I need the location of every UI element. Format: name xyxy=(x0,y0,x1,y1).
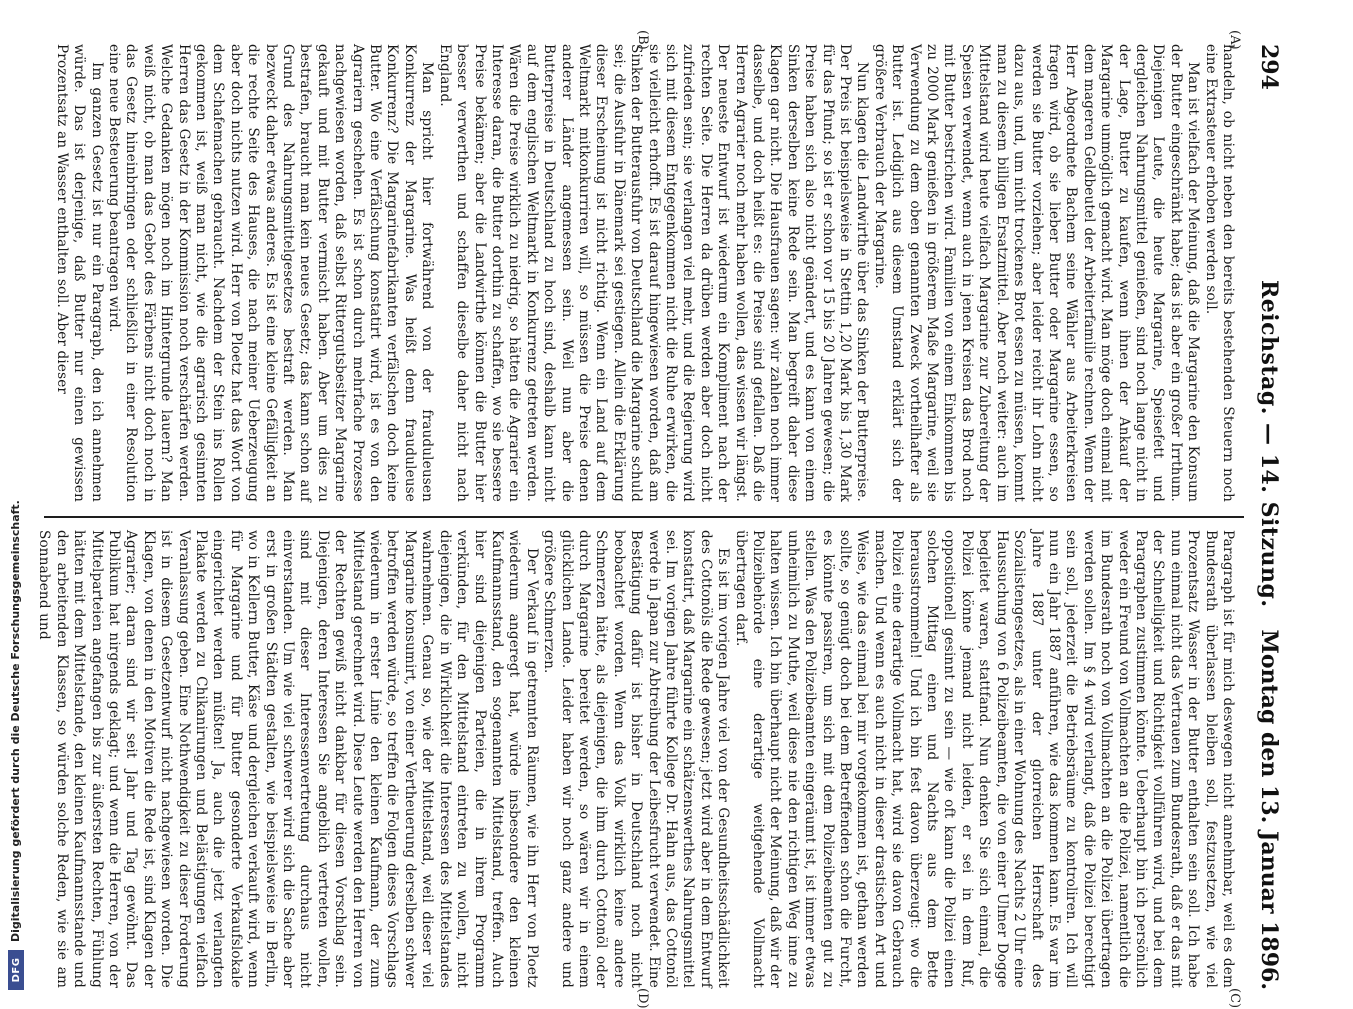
paragraph: Es ist im vorigen Jahre viel von der Gesundheitsschädlichkeit des Cottonöls die Rede gewesen; jetzt wird aber in dem Entwurf konstatirt, daß Margarine ein schätzenswerthes Nahrungsmittel sei. Im vorigen Jahre führte Kollege Dr. Hahn aus, das Cottonöl werde in Japan zur Abtreibung der Leibesfrucht verwendet. Eine Bestätigung dafür ist bisher in Deutschland noch nicht beobachtet worden. Wenn das Volk wirklich keine andere Schmerzen hätte, als diejenigen, die ihm durch Cottonöl oder durch Margarine bereitet werden, so wären wir in einem glücklichen Lande. Leider haben wir noch ganz andere und größere Schmerzen. xyxy=(541,530,732,988)
page-number: 294 xyxy=(1256,44,1282,90)
margin-marker-b: (B) xyxy=(635,30,650,50)
left-text-column xyxy=(46,44,1236,502)
paragraph: handeln, ob nicht neben den bereits bestehenden Steuern noch eine Extrasteuer erhoben werden soll. xyxy=(1202,44,1236,502)
credit-text: Digitalisierung gefördert durch die Deutsche Forschungsgemeinschaft. xyxy=(9,500,22,942)
digitization-credit xyxy=(8,500,24,990)
session-date: Montag den 13. Januar 1896. xyxy=(1256,629,1282,990)
margin-marker-a: (A) xyxy=(1227,30,1242,50)
page-header xyxy=(1246,30,1290,1000)
dfg-logo: DFG xyxy=(8,950,24,990)
paragraph: Im ganzen Gesetz ist nur ein Paragraph, den ich annehmen würde. Das ist derjenige, daß Butter nur einen gewissen Prozentsatz an Wasser enthalten soll. Aber dieser xyxy=(53,44,105,502)
paragraph: Paragraph ist für mich deswegen nicht annehmbar, weil es dem Bundesrath überlassen bleiben soll, festzusetzen, wie viel Prozentsatz Wasser in der Butter enthalten sein soll. Ich habe nun einmal nicht das Vertrauen zum Bundesrath, daß er das mit der Schnelligkeit und Richtigkeit vollführen wird, und bei dem Paragraphen zustimmen könnte. Ueberhaupt bin ich persönlich weder ein Freund von Vollmachten an die Polizei, namentlich die im Bundesrath noch von Vollmachten an die Polizei übertragen werden sollen. Im § 4 wird verlangt, daß die Polizei berechtigt sein soll, jederzeit die Betriebsräume zu kontroliren. Ich will nun ein Jahr 1887 anführen, wie das kommen kann. Es war im Jahre 1887 unter der glorreichen Herrschaft des Sozialistengesetzes, als in einer Wohnung des Nachts 2 Uhr eine Haussuchung von 6 Polizeibeamten, die von einer Ulmer Dogge begleitet waren, stattfand. Nun denken Sie sich einmal, die Polizei könne jemand nicht leiden, er sei in dem Ruf, oppositionell gesinnt zu sein — wie oft kann die Polizei einen solchen Mittag einen und Nachts aus dem Bette herausstrommeln! Und ich bin fest davon überzeugt: wo die Polizei eine derartige Vollmacht hat, wird sie davon Gebrauch machen. Und wenn es auch nicht in dieser drastischen Art und Weise, wie das einmal bei mir vorgekommen ist, gethan werden sollte, so genügt doch bei dem Betreffenden schon die Furcht, es könnte passiren, um sich mit dem Polizeibeamten gut zu stellen. Was den Polizeibeamten eingeräumt ist, ist immer etwas unheimlich zu Muthe, weil diese nie den richtigen Weg inne zu halten wissen. Ich bin überhaupt nicht der Meinung, daß wir der Polizeibehörde eine derartige weitgehende Vollmacht übertragen darf. xyxy=(732,530,1236,988)
paragraph: Nun klagen die Landwirthe über das Sinken der Butterpreise. Der Preis ist beispielsweise in Stettin 1,20 Mark bis 1,30 Mark für das Pfund; so ist er schon vor 15 bis 20 Jahren gewesen; die Preise haben sich also nicht geändert, und es kann von einem Sinken derselben keine Rede sein. Man begreift daher diese Klagen gar nicht. Die Hausfrauen sagen: wir zahlen noch immer dasselbe, und doch heißt es: die Preise sind gefallen. Daß die Herren Agrarier noch mehr haben wollen, das wissen wir längst. Der neueste Entwurf ist wiederum ein Kompliment nach der rechten Seite. Die Herren da drüben werden aber doch nicht zufrieden sein; sie verlangen viel mehr, und die Regierung wird sich mit diesem Entgegenkommen nicht die Ruhe erwirken, die sie vielleicht erhofft. Es ist darauf hingewiesen worden, daß am Sinken der Butterausfuhr von Deutschland die Margarine schuld sei; die Ausfuhr in Dänemark sei gestiegen. Allein die Erklärung dieser Erscheinung ist nicht richtig. Wenn ein Land auf dem Weltmarkt mitkonkurriren will, so müssen die Preise denen anderer Länder angemessen sein. Weil nun aber die Butterpreise in Deutschland zu hoch sind, deshalb kann nicht auf dem englischen Weltmarkt in Konkurrenz getreten werden. Wären die Preise wirklich zu niedrig, so hätten die Agrarier ein Interesse daran, die Butter dorthin zu schaffen, wo sie bessere Preise bekämen; aber die Landwirthe können die Butter hier besser verwerthen und schaffen dieselbe daher nicht nach England. xyxy=(436,44,871,502)
column-divider xyxy=(44,516,1244,518)
margin-marker-d: (D) xyxy=(635,988,650,1009)
right-text-column xyxy=(36,530,1236,988)
paragraph: Man spricht hier fortwährend von der frauduleusen Konkurrenz der Margarine. Was heißt denn frauduleuse Konkurrenz? Die Margarinefabrikanten verfälschen doch keine Butter. Wo eine Verfälschung konstatirt wird, ist es von den Agrariern geschehen. Es ist schon durch mehrfache Prozesse nachgewiesen worden, daß selbst Rittergutsbesitzer Margarine gekauft und mit Butter vermischt haben. Aber um dies zu bestrafen, braucht man kein neues Gesetz; das kann schon auf Grund des Nahrungsmittelgesetzes bestraft werden. Man bezweckt daher etwas anderes. Es ist eine kleine Gefälligkeit an die rechte Seite des Hauses, die nach meiner Ueberzeugung aber doch nichts nutzen wird. Herr von Ploetz hat das Wort von dem Schafemachen gebraucht. Nachdem der Stein ins Rollen gekommen ist, weiß man nicht, wie die agrarisch gesinnten Herren das Gesetz in der Kommission noch verschärfen werden. Welche Gedanken mögen noch im Hintergrunde lauern? Man weiß nicht, ob man das Gebot des Färbens nicht doch noch in das Gesetz hineinbringen oder schließlich in einer Resolution eine neue Besteuerung beantragen wird. xyxy=(106,44,436,502)
paragraph: Der Verkauf in getrennten Räumen, wie ihn Herr von Ploetz wiederum angeregt hat, würde insbesondere den kleinen Kaufmannsstand, den sogenannten Mittelstand, treffen. Auch hier sind diejenigen Parteien, die in ihrem Programm verkünden, für den Mittelstand eintreten zu wollen, nicht diejenigen, die in Wirklichkeit die Interessen des Mittelstandes wahrnehmen. Genau so, wie der Mittelstand, weil dieser viel Margarine konsumirt, von einer Vertheuerung derselben schwer betroffen werden würde, so treffen die Folgen dieses Vorschlags wiederum in erster Linie den kleinen Kaufmann, der zum Mittelstand gerechnet wird. Diese Leute werden den Herren von der Rechten gewiß nicht dankbar für diesen Vorschlag sein. Diejenigen, deren Interessen Sie angeblich vertreten wollen, sind mit dieser Interessenvertretung durchaus nicht einverstanden. Um wie viel schwerer wird sich die Sache aber erst in großen Städten gestalten, wie beispielsweise in Berlin, wo in Kellern Butter, Käse und dergleichen verkauft wird, wenn für Margarine und für Butter gesonderte Verkaufslokale eingerichtet werden müßten! Ja, auch die jetzt verlangten Plakate werden zu Chikanirungen und Belästigungen vielfach Veranlassung geben. Eine Nothwendigkeit zu dieser Forderung ist in diesem Gesetzentwurf nicht nachgewiesen worden. Die Klagen, von denen in den Motiven die Rede ist, sind Klagen der Agrarier; daran sind wir seit Jahr und Tag gewöhnt. Das Publikum hat nirgends geklagt; und wenn die Herren, von der Mittelparteien angefangen bis zur äußersten Rechten, Fühlung hätten mit dem Mittelstande, den kleinen Kaufmannsstande und den arbeitenden Klassen, so würden solche Reden, wie sie am Sonnabend und xyxy=(36,530,540,988)
paragraph: Man ist vielfach der Meinung, daß die Margarine den Konsum der Butter eingeschränkt habe; das ist aber ein großer Irrthum. Diejenigen Leute, die heute Margarine, Speisefett und dergleichen Nahrungsmittel genießen, sind noch lange nicht in der Lage, Butter zu kaufen, wenn ihnen der Ankauf der Margarine unmöglich gemacht wird. Man möge doch einmal mit dem mageren Geldbeutel der Arbeiterfamilie rechnen. Wenn der Herr Abgeordnete Bachem seine Wähler aus Arbeiterkreisen fragen wird, ob sie lieber Butter oder Margarine essen, so werden sie Butter vorziehen; aber leider reicht ihr Lohn nicht dazu aus, und, um nicht trockenes Brot essen zu müssen, kommt man zu diesem billigen Ersatzmittel. Aber noch weiter: auch im Mittelstand wird heute vielfach Margarine zur Zubereitung der Speisen verwendet, wenn auch in jenen Kreisen das Brod noch mit Butter bestrichen wird. Familien von einem Einkommen bis zu 2000 Mark genießen in größerem Maße Margarine, weil sie Verwendung zu dem oben genannten Zweck vortheilhafter als Butter ist. Lediglich aus diesem Umstand erklärt sich der größere Verbrauch der Margarine. xyxy=(871,44,1202,502)
margin-marker-c: (C) xyxy=(1227,988,1242,1009)
scanned-newspaper-page xyxy=(36,30,1290,1009)
session-title: Reichstag. — 14. Sitzung. xyxy=(1256,280,1282,608)
